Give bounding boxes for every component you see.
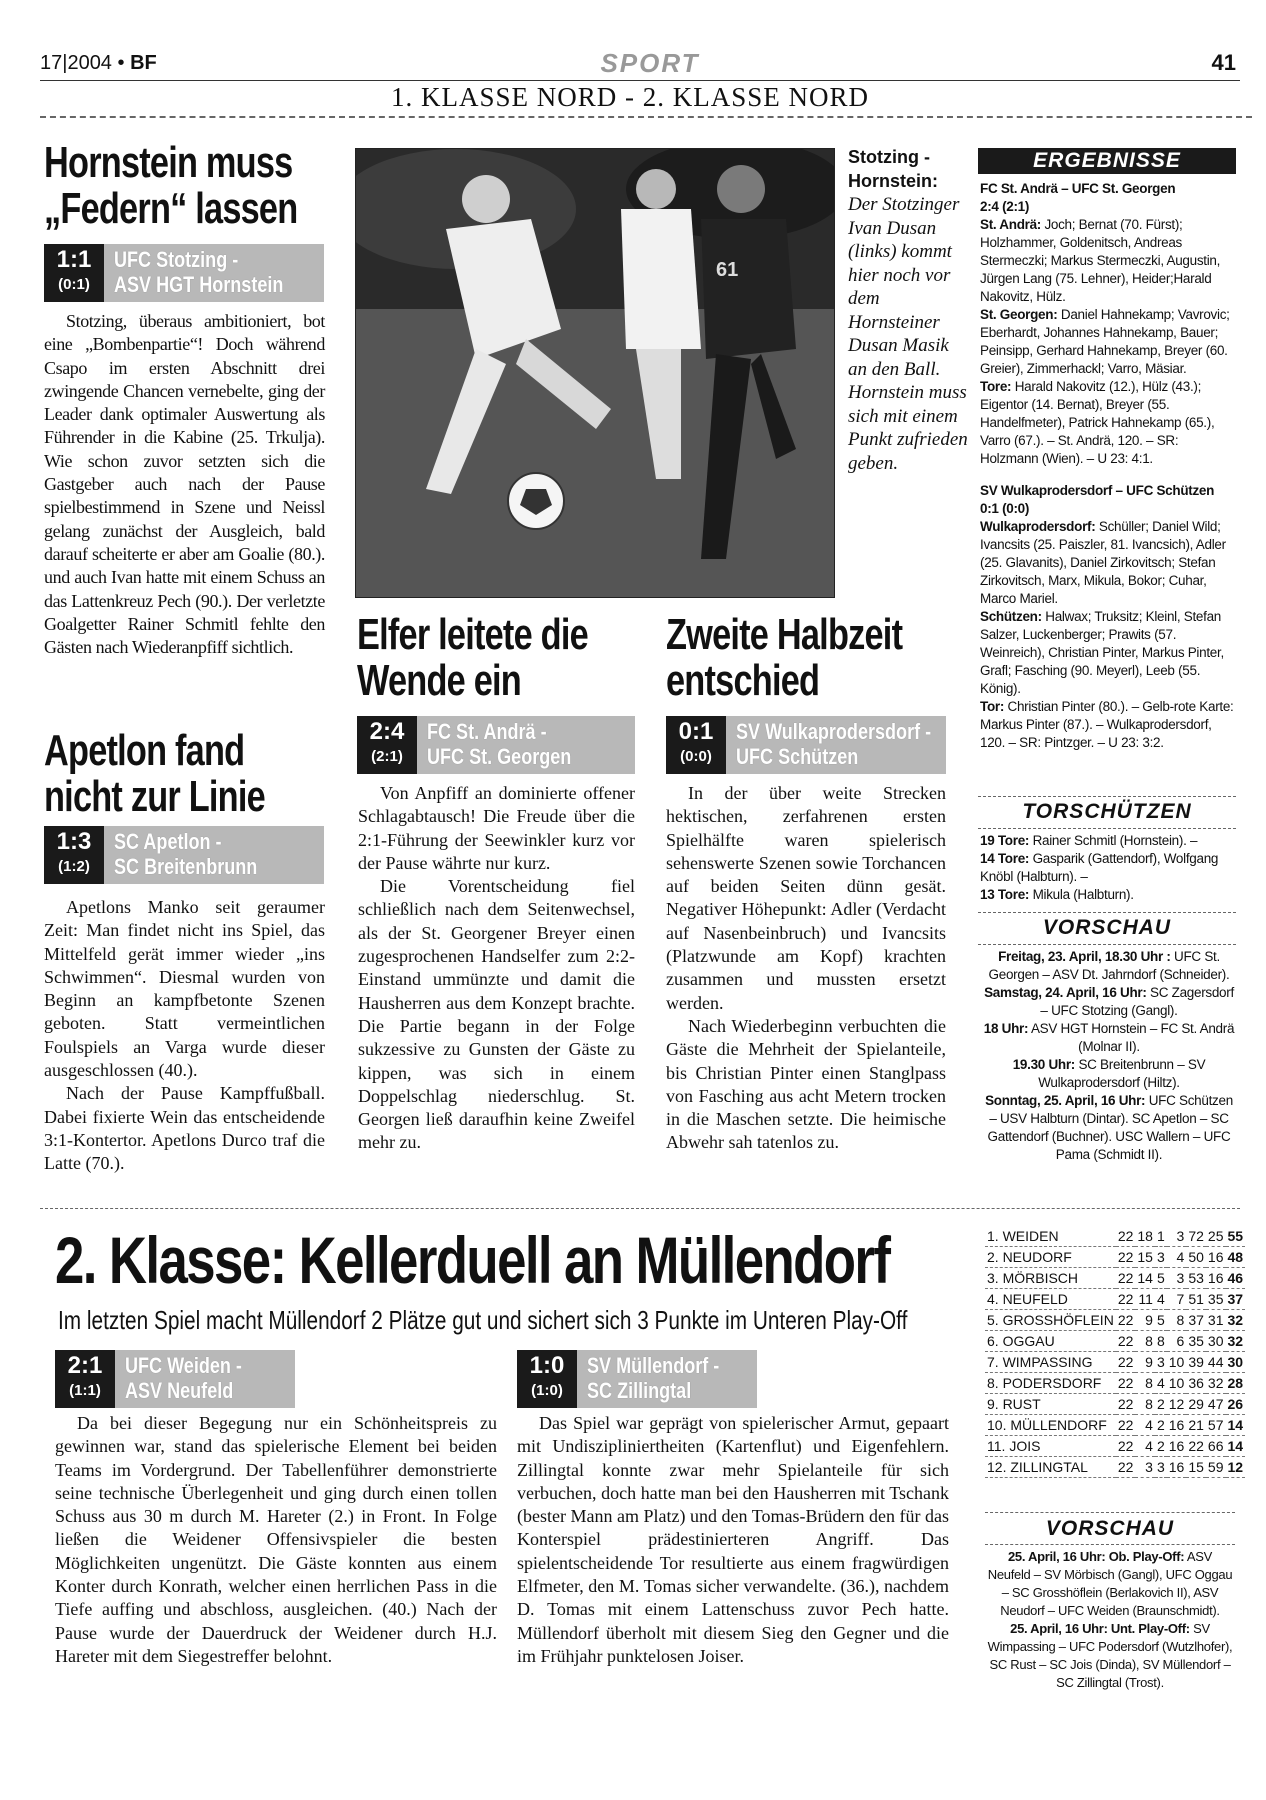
table-row [985,1373,1245,1394]
bullet: • [117,52,125,74]
halftime-score: (1:2) [58,858,90,875]
team-name: 8. PODERSDORF [985,1373,1116,1394]
stat-cell: 2 [1155,1415,1167,1436]
stat-cell: 16 [1167,1415,1187,1436]
sidebar-divider [978,912,1236,913]
stat-cell: 57 [1206,1415,1226,1436]
halftime-score: (1:1) [69,1382,101,1399]
home-team: UFC Weiden - [125,1353,242,1378]
team-name: 11. JOIS [985,1436,1116,1457]
score: 0:1 [678,718,714,745]
away-team: UFC St. Georgen [427,744,572,769]
stat-cell: 50 [1186,1247,1206,1268]
stat-cell: 14 [1135,1268,1155,1289]
points: 46 [1226,1268,1246,1289]
scorers-header: TORSCHÜTZEN [978,799,1236,825]
stat-cell: 16 [1206,1247,1226,1268]
stat-cell: 36 [1186,1373,1206,1394]
stat-cell: 4 [1135,1415,1155,1436]
stat-cell: 22 [1116,1415,1136,1436]
result-game-title: FC St. Andrä – UFC St. Georgen [980,181,1176,196]
table-row [985,1310,1245,1331]
header-divider [40,116,1252,118]
bottom-title: 2. Klasse: Kellerduell an Müllendorf [55,1223,890,1297]
home-team: FC St. Andrä - [427,719,547,744]
stat-cell: 3 [1135,1457,1155,1478]
stat-cell: 8 [1135,1394,1155,1415]
score: 2:1 [67,1352,103,1379]
stat-cell: 22 [1186,1436,1206,1457]
article4-body: In der über weite Strecken hektischen, zerfahrenen ersten Spielhälfte waren spielerisch sehenswerte Szenen sowie Torchancen auf beiden Seiten dünn gesät. Negativer Höhepunkt: Adler (Verdacht auf Nasenbeinbruch) und Ivancsits (Platzwunde am Kopf) krachten zusammen und mussten ersetzt werden. Nach Wiederbeginn verbuchten die Gäste die Mehrheit der Spielanteile, bis Christian Pinter einen Stanglpass von Fasching aus acht Metern trocken in die Maschen setzte. Die heimische Abwehr sah tatenlos zu. [666,783,946,1153]
stat-cell: 3 [1155,1247,1167,1268]
stat-cell: 47 [1206,1394,1226,1415]
stat-cell: 22 [1116,1436,1136,1457]
result-score: 2:4 (2:1) [980,199,1030,214]
table-row [985,1289,1245,1310]
stat-cell: 4 [1167,1247,1187,1268]
team-name: 5. GROSSHÖFLEIN [985,1310,1116,1331]
stat-cell: 8 [1135,1331,1155,1352]
stat-cell: 22 [1116,1226,1136,1247]
bottom-game1-scorebox [55,1350,295,1408]
team-name: 2. NEUDORF [985,1247,1116,1268]
table-divider [985,1512,1235,1513]
stat-cell: 3 [1155,1352,1167,1373]
result-game-title: SV Wulkaprodersdorf – UFC Schützen [980,483,1215,498]
stat-cell: 32 [1206,1373,1226,1394]
stat-cell: 22 [1116,1310,1136,1331]
team-name: 4. NEUFELD [985,1289,1116,1310]
stat-cell: 10 [1167,1352,1187,1373]
stat-cell: 12 [1167,1394,1187,1415]
stat-cell: 39 [1186,1352,1206,1373]
article1-headline: Hornstein muss „Federn“ lassen [44,138,298,233]
team-name: 3. MÖRBISCH [985,1268,1116,1289]
table-row [985,1247,1245,1268]
stat-cell: 1 [1155,1226,1167,1247]
table-row [985,1268,1245,1289]
stat-cell: 37 [1186,1310,1206,1331]
caption-text: Der Stotzinger Ivan Dusan (links) kommt hier noch vor dem Hornsteiner Dusan Masik an den Ball. Hornstein muss sich mit einem Punkt zufrieden geben. [848,194,968,474]
caption-title: Stotzing - Hornstein: [848,147,938,191]
article3-body: Von Anpfiff an dominierte offener Schlagabtausch! Die Freude über die 2:1-Führung der Seewinkler kurz vor der Pause währte nur kurz. Die Vorentscheidung fiel schließlich nach dem Seitenwechsel, als der St. Georgener Breyer einen zugesprochenen Handselfer zum 2:2-Einstand ummünzte und damit die Hausherren aus dem Konzept brachte. Die Partie begann in der Folge sukzessive zu Gunsten der Gäste zu kippen, was sich in einem Doppelschlag niederschlug. St. Georgen ließ daraufhin keine Zweifel mehr zu. [358,783,635,1153]
stat-cell: 8 [1167,1310,1187,1331]
stat-cell: 8 [1155,1331,1167,1352]
stat-cell: 29 [1186,1394,1206,1415]
stat-cell: 7 [1167,1289,1187,1310]
stat-cell: 22 [1116,1352,1136,1373]
score: 1:0 [529,1352,565,1379]
shirt-number: 61 [716,259,739,281]
stat-cell: 30 [1206,1331,1226,1352]
table-preview-list: 25. April, 16 Uhr: Ob. Play-Off: ASV Neufeld – SV Mörbisch (Gangl), UFC Oggau – SC Grosshöflein (Berlakovich II), ASV Neudorf – UFC Weiden (Braunschmidt). 25. April, 16 Uhr: Unt. Play-Off: SV Wimpassing – UFC Podersdorf (Wutzlhofer), SC Rust – SC Jois (Dinda), SV Müllendorf – SC Zillingtal (Trost). [987,1549,1233,1690]
stat-cell: 16 [1167,1436,1187,1457]
stat-cell: 4 [1155,1373,1167,1394]
article3-headline: Elfer leitete die Wende ein [357,610,588,705]
team-name: 12. ZILLINGTAL [985,1457,1116,1478]
points: 28 [1226,1373,1246,1394]
bottom-game2-scorebox [517,1350,757,1408]
league-table [985,1226,1245,1478]
article2-scorebox [44,826,324,884]
paper-name: BF [130,52,157,74]
article1-body: Stotzing, überaus ambitioniert, bot eine „Bombenpartie“! Doch während Csapo im ersten Abschnitt drei zwingende Chancen vernebelte, ging der Leader dank optimaler Auswertung als Führender in die Kabine (25. Trkulja). Wie schon zuvor setzten sich die Gastgeber auch nach der Pause spielbestimmend in Szene und Neissl gelang zunächst der Ausgleich, bald darauf scheiterte er aber am Goalie (80.). und auch Ivan hatte mit einem Schuss an das Lattenkreuz Pech (90.). Der verletzte Goalgetter Rainer Schmitl fehlte den Gästen nach Wiederanpfiff sichtlich. [44,311,325,658]
bottom-game1-body: Da bei dieser Begegung nur ein Schönheitspreis zu gewinnen war, stand das spielerische Element bei beiden Teams im Vordergrund. Der Tabellenführer demonstrierte seine technische Überlegenheit und ging durch einen tollen Schuss aus 30 m durch M. Hareter (2.) in Front. In Folge ließen die Weidener Offensivspieler die besten Möglichkeiten ungenützt. Die Gäste konnten aus einem Konter durch Konrath, welcher einen herrlichen Pass in die Tiefe auffing und abschloss, ausgleichen. (40.) Nach der Pause wurde der Dauerdruck der Weidener durch H.J. Hareter mit dem Siegestreffer belohnt. [55,1413,497,1666]
team-name: 6. OGGAU [985,1331,1116,1352]
stat-cell: 31 [1206,1310,1226,1331]
sidebar-divider [978,796,1236,797]
table-preview-header: VORSCHAU [985,1516,1235,1542]
section-divider [40,1208,1240,1209]
stat-cell: 10 [1167,1373,1187,1394]
stat-cell: 22 [1116,1289,1136,1310]
points: 14 [1226,1415,1246,1436]
section-title: 1. KLASSE NORD - 2. KLASSE NORD [390,82,870,112]
stat-cell: 2 [1155,1436,1167,1457]
issue-info [40,52,157,75]
table-divider [985,1544,1235,1545]
halftime-score: (2:1) [371,748,403,765]
stat-cell: 8 [1135,1373,1155,1394]
article4-headline: Zweite Halbzeit entschied [666,610,903,705]
table-row [985,1226,1245,1247]
stat-cell: 5 [1155,1268,1167,1289]
results-list: FC St. Andrä – UFC St. Georgen 2:4 (2:1) St. Andrä: Joch; Bernat (70. Fürst); Holzhammer, Goldenitsch, Andreas Stermeczki; Markus Stermeczki, Augustin, Jürgen Lang (75. Lehner), Heider;Harald Nakovitz, Hülz. St. Georgen: Daniel Hahnekamp; Vavrovic; Eberhardt, Johannes Hahnekamp, Bauer; Peinsipp, Gerhard Hahnekamp, Breyer (60. Greier), Zimmerhackl; Varro, Mäsiar. Tore: Harald Nakovitz (12.), Hülz (43.); Eigentor (14. Bernat), Breyer (55. Handelfmeter), Patrick Hahnekamp (65.), Varro (67.). – St. Andrä, 120. – SR: Holzmann (Wien). – U 23: 4:1. SV Wulkaprodersdorf – UFC Schützen 0:1 (0:0) Wulkaprodersdorf: Schüller; Daniel Wild; Ivancsits (25. Paiszler, 81. Ivancsich), Adler (25. Glavanits), Daniel Zirkovitsch; Stefan Zirkovitsch, Marx, Mikula, Bokor; Cuhar, Marco Mariel. Schützen: Halwax; Truksitz; Kleinl, Stefan Salzer, Luckenberger; Prawits (57. Weinreich), Christian Pinter, Markus Pinter, Grafl; Fasching (90. Meyerl), Leeb (55. König). Tor: Christian Pinter (80.). – Gelb-rote Karte: Markus Pinter (87.). – Wulkaprodersdorf, 120. – SR: Pintzger. – U 23: 3:2. [980,180,1238,752]
article3-scorebox [357,716,635,774]
score: 1:3 [56,828,92,855]
team-name: 1. WEIDEN [985,1226,1116,1247]
article4-scorebox [666,716,946,774]
away-team: SC Zillingtal [587,1378,692,1403]
table-row [985,1457,1245,1478]
team-name: 10. MÜLLENDORF [985,1415,1116,1436]
stat-cell: 18 [1135,1226,1155,1247]
score: 1:1 [56,246,92,273]
article2-body: Apetlons Manko seit geraumer Zeit: Man findet nicht ins Spiel, das Mittelfeld gerät immer wieder „ins Schwimmen“. Diesmal wurden von Beginn an kampfbetonte Szenen geboten. Statt vermeintlichen Foulspiels an Varga wurde dieser ausgeschlossen (40.). Nach der Pause Kampffußball. Dabei fixierte Wein das entscheidende 3:1-Kontertor. Apetlons Durco traf die Latte (70.). [44,897,325,1174]
away-team: SC Breitenbrunn [114,854,258,879]
points: 14 [1226,1436,1246,1457]
issue-number: 17|2004 [40,52,112,74]
stat-cell: 25 [1206,1226,1226,1247]
stat-cell: 66 [1206,1436,1226,1457]
sidebar-divider [978,828,1236,829]
stat-cell: 22 [1116,1247,1136,1268]
halftime-score: (0:1) [58,276,90,293]
stat-cell: 11 [1135,1289,1155,1310]
stat-cell: 4 [1135,1436,1155,1457]
team-name: 7. WIMPASSING [985,1352,1116,1373]
results-header: ERGEBNISSE [978,148,1236,174]
bottom-game2-body: Das Spiel war geprägt von spielerischer Armut, gepaart mit Undiszipliniertheiten (Kartenflut) und Eigenfehlern. Zillingtal konnte zwar mehr Spielanteile für sich verbuchen, doch hatte man bei den Hausherren mit Tschank (bester Mann am Platz) und den Tomas-Brüdern den für das Konterspiel prädestinierteren Angriff. Das spielentscheidende Tor resultierte aus einem fragwürdigen Elfmeter, den M. Tomas sicher verwandelte. (36.), nachdem D. Tomas mit einem Lattenschuss zuvor Pech hatte. Müllendorf überholt mit diesem Sieg den Gegner und die im Frühjahr punktelosen Joiser. [517,1413,949,1666]
stat-cell: 44 [1206,1352,1226,1373]
stat-cell: 22 [1116,1373,1136,1394]
points: 26 [1226,1394,1246,1415]
stat-cell: 3 [1155,1457,1167,1478]
points: 12 [1226,1457,1246,1478]
points: 37 [1226,1289,1246,1310]
section-label: SPORT [600,48,700,78]
points: 55 [1226,1226,1246,1247]
table-row [985,1394,1245,1415]
header-rule [40,80,1240,81]
stat-cell: 9 [1135,1310,1155,1331]
points: 32 [1226,1331,1246,1352]
table-row [985,1415,1245,1436]
stat-cell: 2 [1155,1394,1167,1415]
stat-cell: 3 [1167,1268,1187,1289]
table-row [985,1331,1245,1352]
football-photo-illustration [356,149,834,597]
away-team: ASV HGT Hornstein [114,272,284,297]
home-team: UFC Stotzing - [114,247,239,272]
stat-cell: 22 [1116,1331,1136,1352]
page-number: 41 [1211,50,1236,75]
stat-cell: 21 [1186,1415,1206,1436]
stat-cell: 22 [1116,1457,1136,1478]
halftime-score: (1:0) [531,1382,563,1399]
stat-cell: 3 [1167,1226,1187,1247]
stat-cell: 59 [1206,1457,1226,1478]
points: 30 [1226,1352,1246,1373]
score: 2:4 [369,718,405,745]
stat-cell: 16 [1206,1268,1226,1289]
table-row [985,1352,1245,1373]
photo-caption [848,146,968,475]
stat-cell: 6 [1167,1331,1187,1352]
stat-cell: 15 [1186,1457,1206,1478]
table-row [985,1436,1245,1457]
halftime-score: (0:0) [680,748,712,765]
home-team: SV Müllendorf - [587,1353,720,1378]
article2-headline: Apetlon fand nicht zur Linie [44,726,265,821]
stat-cell: 51 [1186,1289,1206,1310]
stat-cell: 53 [1186,1268,1206,1289]
sidebar-divider [978,944,1236,945]
result-score: 0:1 (0:0) [980,501,1030,516]
home-team: SC Apetlon - [114,829,222,854]
points: 48 [1226,1247,1246,1268]
stat-cell: 22 [1116,1268,1136,1289]
points: 32 [1226,1310,1246,1331]
stat-cell: 35 [1186,1331,1206,1352]
home-team: SV Wulkaprodersdorf - [736,719,932,744]
stat-cell: 72 [1186,1226,1206,1247]
away-team: UFC Schützen [736,744,859,769]
stat-cell: 4 [1155,1289,1167,1310]
stat-cell: 5 [1155,1310,1167,1331]
stat-cell: 9 [1135,1352,1155,1373]
preview-list: Freitag, 23. April, 18.30 Uhr : UFC St. Georgen – ASV Dt. Jahrndorf (Schneider). Samstag, 24. April, 16 Uhr: SC Zagersdorf – UFC Stotzing (Gangl). 18 Uhr: ASV HGT Hornstein – FC St. Andrä (Molnar II). 19.30 Uhr: SC Breitenbrunn – SV Wulkaprodersdorf (Hiltz). Sonntag, 25. April, 16 Uhr: UFC Schützen – USV Halbturn (Dintar). SC Apetlon – SC Gattendorf (Buchner). USC Wallern – UFC Pama (Schmidt II). [983,949,1235,1162]
stat-cell: 16 [1167,1457,1187,1478]
stat-cell: 35 [1206,1289,1226,1310]
bottom-subtitle: Im letzten Spiel macht Müllendorf 2 Plätze gut und sichert sich 3 Punkte im Unteren Play-Off [58,1305,908,1335]
away-team: ASV Neufeld [125,1378,234,1403]
scorers-list: 19 Tore: Rainer Schmitl (Hornstein). – 14 Tore: Gasparik (Gattendorf), Wolfgang Knöbl (Halbturn). – 13 Tore: Mikula (Halbturn). [980,833,1219,902]
match-photo [355,148,835,598]
stat-cell: 15 [1135,1247,1155,1268]
stat-cell: 22 [1116,1394,1136,1415]
team-name: 9. RUST [985,1394,1116,1415]
article1-scorebox [44,244,324,302]
preview-header: VORSCHAU [978,915,1236,941]
